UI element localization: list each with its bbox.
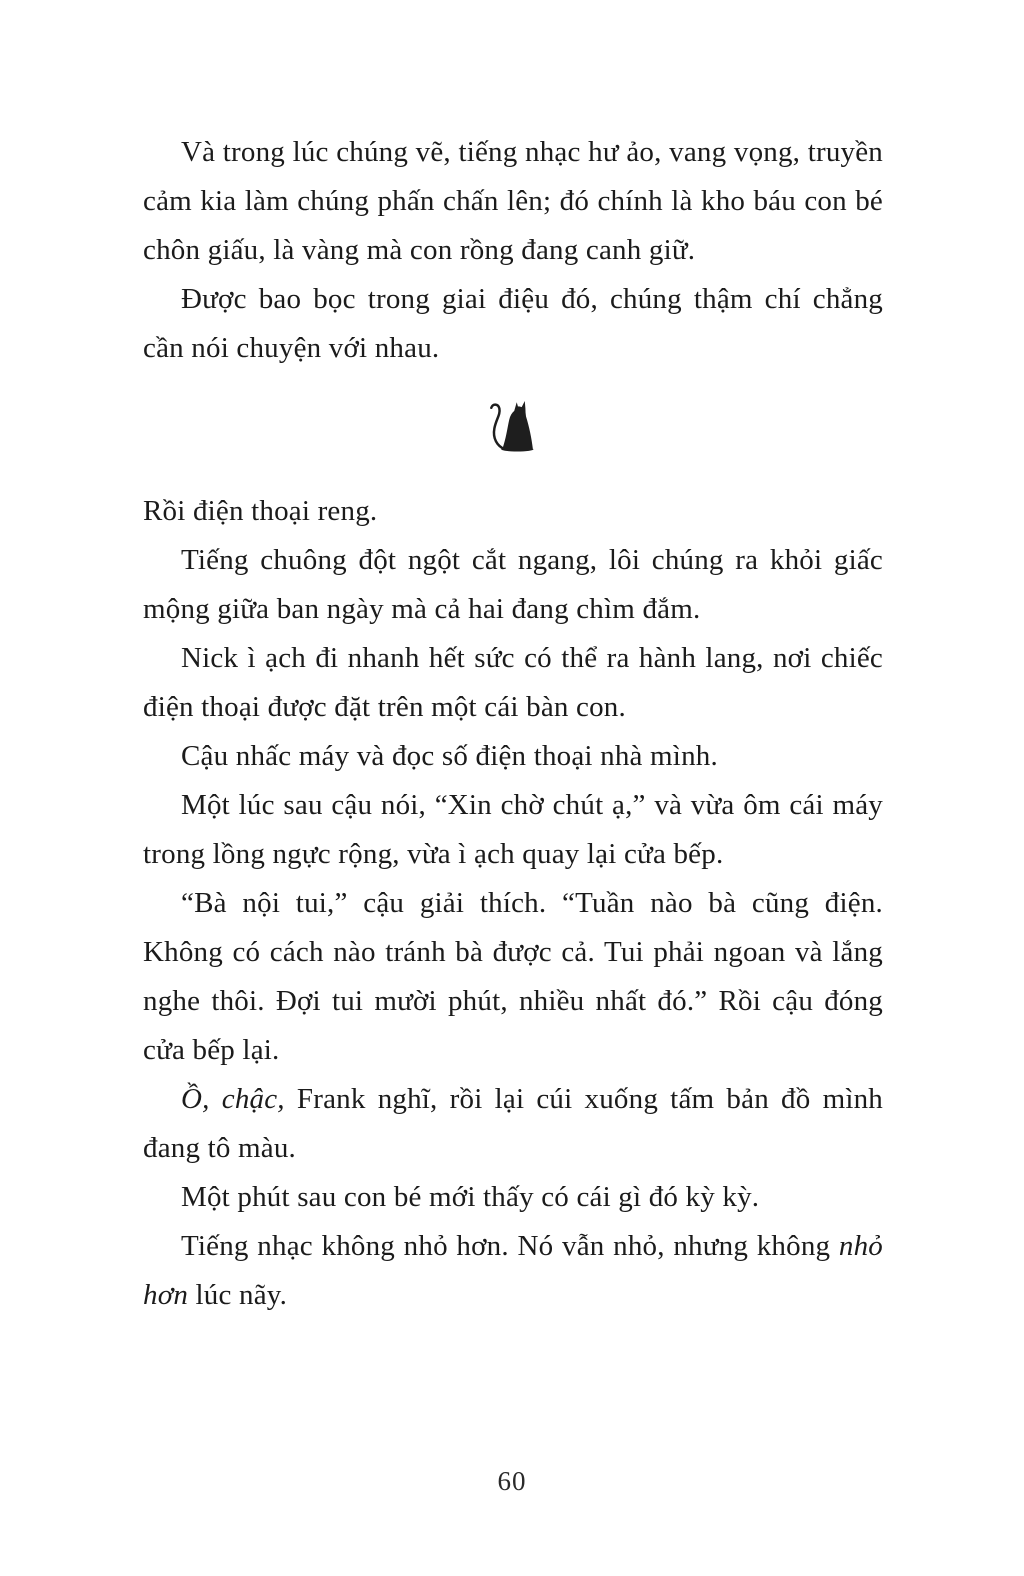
text-segment: Một lúc sau cậu nói, “Xin chờ chút ạ,” và vừa ôm cái máy trong lồng ngực rộng, vừa ì ạch quay lại cửa bếp. — [143, 789, 883, 870]
paragraph — [143, 487, 883, 536]
text-segment: Tiếng chuông đột ngột cắt ngang, lôi chúng ra khỏi giấc mộng giữa ban ngày mà cả hai đang chìm đắm. — [143, 544, 883, 625]
section-after-break — [143, 487, 883, 1320]
paragraph — [143, 634, 883, 732]
text-segment: Tiếng nhạc không nhỏ hơn. Nó vẫn nhỏ, nhưng không — [181, 1230, 839, 1262]
text-segment: Được bao bọc trong giai điệu đó, chúng thậm chí chẳng cần nói chuyện với nhau. — [143, 283, 883, 364]
text-segment: Nick ì ạch đi nhanh hết sức có thể ra hành lang, nơi chiếc điện thoại được đặt trên một cái bàn con. — [143, 642, 883, 723]
page-number: 60 — [497, 1466, 527, 1496]
paragraph — [143, 732, 883, 781]
section-divider — [143, 397, 883, 457]
text-segment: Cậu nhấc máy và đọc số điện thoại nhà mình. — [181, 740, 718, 772]
text-segment: nhỏ hơn — [143, 1230, 883, 1311]
text-segment: Và trong lúc chúng vẽ, tiếng nhạc hư ảo, vang vọng, truyền cảm kia làm chúng phấn chấn lên; đó chính là kho báu con bé chôn giấu, là vàng mà con rồng đang canh giữ. — [143, 136, 883, 266]
cat-silhouette-icon — [482, 397, 544, 457]
paragraph — [143, 536, 883, 634]
text-segment: Một phút sau con bé mới thấy có cái gì đó kỳ kỳ. — [181, 1181, 760, 1213]
text-segment: Rồi điện thoại reng. — [143, 495, 378, 527]
text-segment: lúc nãy. — [188, 1279, 288, 1311]
paragraph — [143, 781, 883, 879]
paragraph — [143, 128, 883, 275]
paragraph — [143, 275, 883, 373]
text-segment: Frank nghĩ, rồi lại cúi xuống tấm bản đồ mình đang tô màu. — [143, 1083, 884, 1164]
paragraph — [143, 1222, 883, 1320]
text-segment: “Bà nội tui,” cậu giải thích. “Tuần nào bà cũng điện. Không có cách nào tránh bà được cả. Tui phải ngoan và lắng nghe thôi. Đợi tui mười phút, nhiều nhất đó.” Rồi cậu đóng cửa bếp lại. — [143, 887, 883, 1066]
text-segment: Ồ, chậc, — [181, 1083, 285, 1115]
paragraph — [143, 1075, 883, 1173]
paragraph — [143, 1173, 883, 1222]
page-text — [143, 128, 883, 1320]
paragraph — [143, 879, 883, 1075]
section-before-break — [143, 128, 883, 373]
